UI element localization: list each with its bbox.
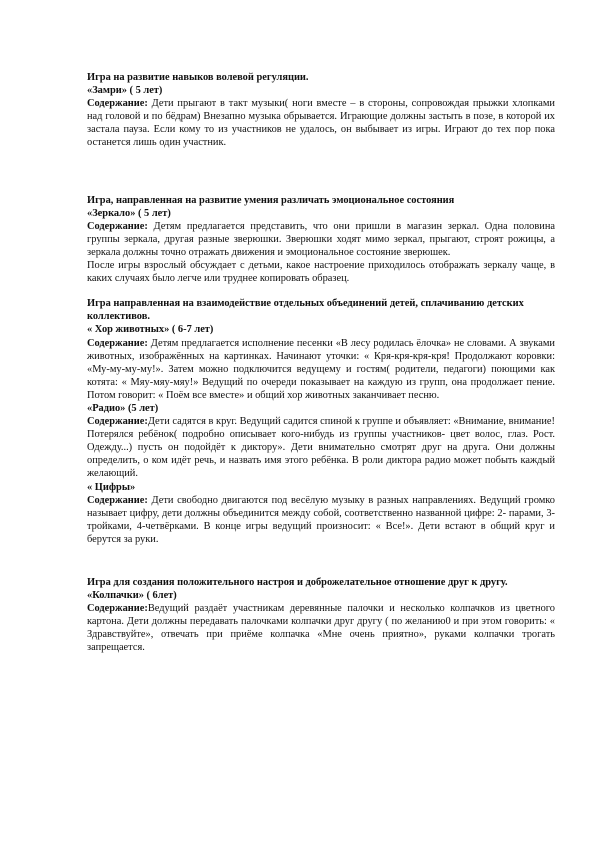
game-content bbox=[87, 337, 555, 402]
game-title: « Хор животных» ( 6-7 лет) bbox=[87, 324, 214, 336]
game-extra-paragraph: После игры взрослый обсуждает с детьми, какое настроение приходилось отображать зеркалу чаще, в каких случаях было легче или труднее копировать образец. bbox=[87, 260, 555, 285]
section-emotional-states bbox=[87, 194, 555, 286]
section-heading: Игра для создания положительного настроя и доброжелательное отношение друг к другу. bbox=[87, 577, 508, 588]
game-title: « Цифры» bbox=[87, 481, 136, 493]
game-content bbox=[87, 415, 555, 480]
document-page bbox=[87, 71, 555, 655]
section-volitional-regulation bbox=[87, 71, 555, 150]
content-label: Содержание: bbox=[87, 220, 148, 232]
game-content bbox=[87, 220, 555, 259]
content-text: Дети садятся в круг. Ведущий садится спиной к группе и объявляет: «Внимание, внимание! Потерялся ребёнок( подробно описывает кого-нибудь из группы участников- цвет волос, глаз. Рост. Одежду...) пусть он подойдёт к диктору». Дети внимательно смотрят друг на друга. Они должны определить, о ком идёт речь, и назвать имя этого ребёнка. В роли диктора радио может побыть каждый желающий. bbox=[87, 416, 555, 480]
game-content bbox=[87, 602, 555, 654]
content-text: Детям предлагается исполнение песенки «В лесу родилась ёлочка» не словами. А звуками животных, изображённых на картинках. Начинают уточки: « Кря-кря-кря-кря! Продолжают коровки: «Му-му-му-му!». Затем можно подключится ведущему и гостям( родители, педагоги) поющими как котята: « Мяу-мяу-мяу!» Ведущий по очереди показывает на каждую из групп, она продолжает пение. Потом говорит: « Поём все вместе» и общий хор животных заканчивает песню. bbox=[87, 337, 555, 401]
section-heading: Игра направленная на взаимодействие отдельных объединений детей, сплачиванию детских коллективов. bbox=[87, 298, 524, 323]
content-text: Ведущий раздаёт участникам деревянные палочки и несколько колпачков из цветного картона. Дети должны передавать палочками колпачки друг другу ( по желанию0 и при этом говорить: « Здравствуйте», отвечать при приёме колпачка «Мне очень приятно», руками колпачки трогать запрещается. bbox=[87, 603, 555, 654]
game-content bbox=[87, 97, 555, 149]
game-content bbox=[87, 494, 555, 546]
content-label: Содержание: bbox=[87, 603, 148, 615]
section-group-interaction bbox=[87, 297, 555, 546]
section-heading: Игра на развитие навыков волевой регуляции. bbox=[87, 72, 309, 83]
game-title: «Радио» (5 лет) bbox=[87, 402, 159, 414]
section-heading: Игра, направленная на развитие умения различать эмоциональное состояния bbox=[87, 194, 455, 206]
content-label: Содержание: bbox=[87, 416, 148, 428]
content-label: Содержание: bbox=[87, 494, 148, 506]
section-positive-attitude bbox=[87, 576, 555, 655]
content-label: Содержание: bbox=[87, 337, 148, 349]
content-text: Дети прыгают в такт музыки( ноги вместе – в стороны, сопровождая прыжки хлопками над головой и по бёдрам) Внезапно музыка обрывается. Играющие должны застыть в позе, в которой их застала пауза. Если кому то из участников не удалось, он выбывает из игры. Играют до тех пор пока останется лишь один участник. bbox=[87, 98, 555, 149]
game-title: «Зеркало» ( 5 лет) bbox=[87, 207, 171, 219]
content-text: Детям предлагается представить, что они пришли в магазин зеркал. Одна половина группы зеркала, другая разные зверюшки. Зверюшки ходят мимо зеркал, прыгают, строят рожицы, а зеркала должны точно отражать движения и эмоциональное состояние зверюшек. bbox=[87, 220, 555, 258]
game-title: «Колпачки» ( 6лет) bbox=[87, 590, 177, 602]
content-text: Дети свободно двигаются под весёлую музыку в разных направлениях. Ведущий громко называет цифру, дети должны объединится между собой, соответственно названной цифре: 2- парами, 3-тройками, 4-четвёрками. В конце игры ведущий произносит: « Все!». Дети встают в общий круг и берутся за руки. bbox=[87, 494, 555, 545]
content-label: Содержание: bbox=[87, 98, 148, 110]
game-title: «Замри» ( 5 лет) bbox=[87, 85, 163, 97]
